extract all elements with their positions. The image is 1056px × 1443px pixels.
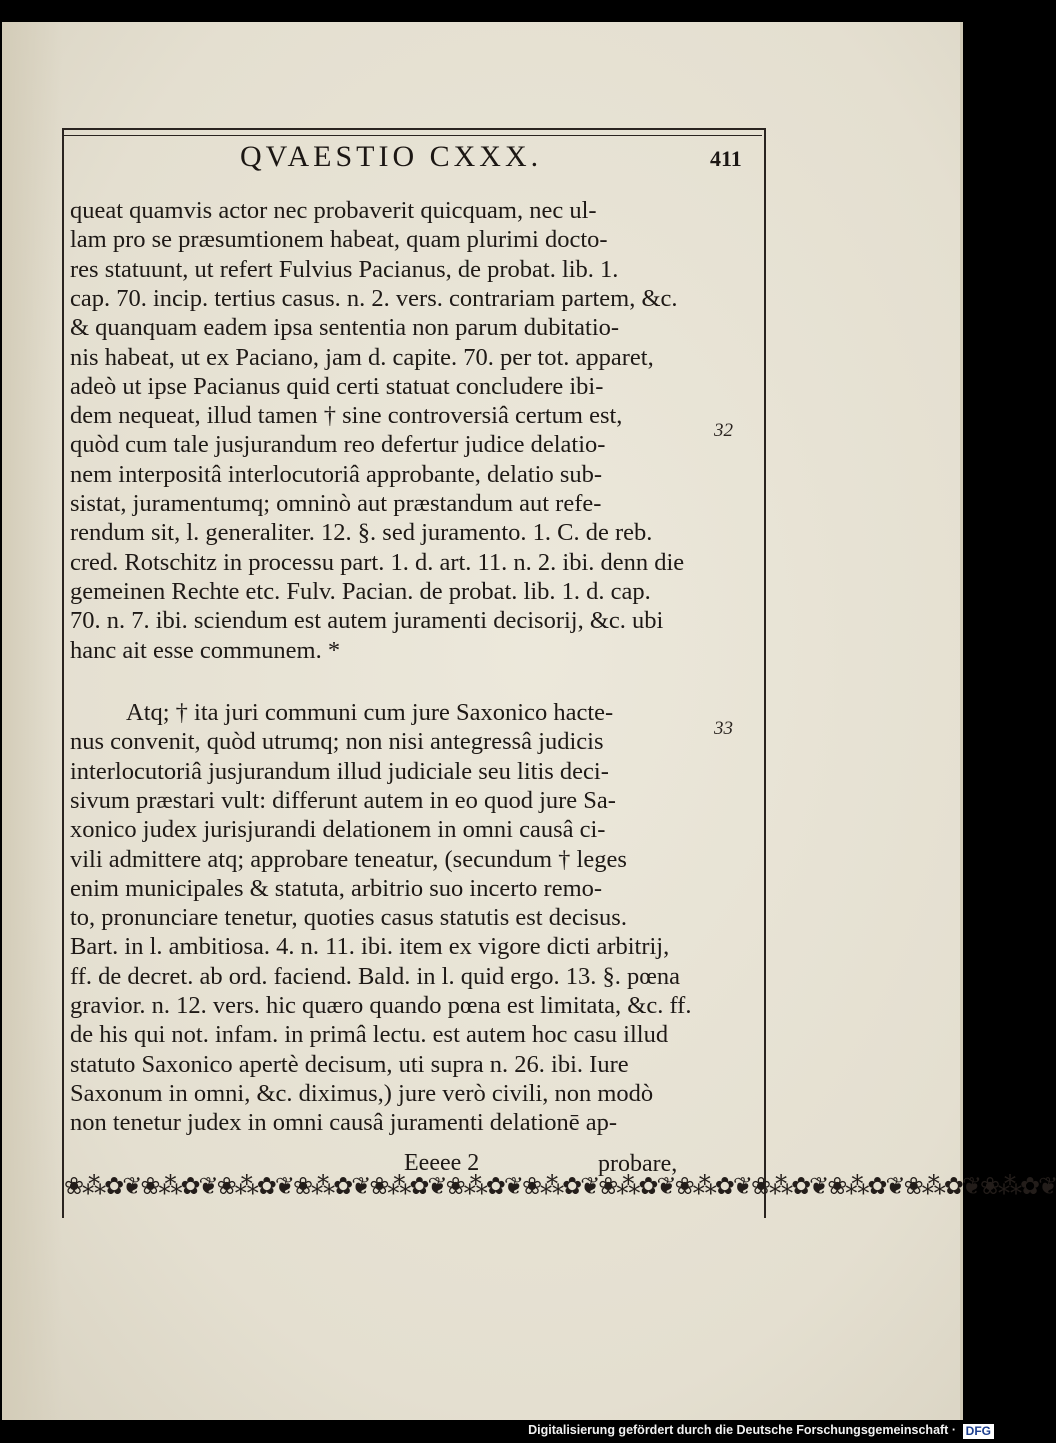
- text-line: ff. de decret. ab ord. faciend. Bald. in l. quid ergo. 13. §. pœna: [70, 962, 681, 990]
- text-line: sivum præstari vult: differunt autem in eo quod jure Sa-: [70, 786, 616, 814]
- margin-number-33: 33: [714, 718, 733, 739]
- text-line: gravior. n. 12. vers. hic quæro quando pœna est limitata, &c. ff.: [70, 992, 692, 1019]
- text-line: nem interpositâ interlocutoriâ approbante, delatio sub-: [70, 460, 603, 488]
- text-line: hanc ait esse communem. *: [70, 636, 341, 664]
- text-line: sistat, juramentumq; omninò aut præstandum aut refe-: [70, 490, 602, 517]
- text-line: queat quamvis actor nec probaverit quicquam, nec ul-: [70, 197, 597, 224]
- text-line: Atq; † ita juri communi cum jure Saxonico hacte-: [126, 699, 614, 726]
- header-rule: [62, 135, 762, 136]
- running-title: QVAESTIO CXXX.: [240, 140, 543, 173]
- text-line: non tenetur judex in omni causâ juramenti delationē ap-: [70, 1109, 617, 1137]
- text-line: adeò ut ipse Pacianus quid certi statuat concludere ibi-: [70, 372, 604, 400]
- text-line: to, pronunciare tenetur, quoties casus statutis est decisus.: [70, 904, 627, 932]
- binding-shadow: [2, 22, 62, 1420]
- text-line: Saxonum in omni, &c. diximus,) jure verò civili, non modò: [70, 1079, 654, 1107]
- text-line: quòd cum tale jusjurandum reo defertur judice delatio-: [70, 431, 606, 459]
- text-line: dem nequeat, illud tamen † sine controversiâ certum est,: [70, 402, 623, 430]
- text-line: enim municipales & statuta, arbitrio suo incerto remo-: [70, 874, 603, 902]
- text-line: Bart. in l. ambitiosa. 4. n. 11. ibi. item ex vigore dicti arbitrij,: [70, 933, 670, 961]
- text-line: cap. 70. incip. tertius casus. n. 2. vers. contrariam partem, &c.: [70, 284, 678, 312]
- text-line: cred. Rotschitz in processu part. 1. d. art. 11. n. 2. ibi. denn die: [70, 548, 685, 576]
- catchword: probare,: [598, 1151, 678, 1177]
- page-number: 411: [710, 146, 742, 171]
- signature-mark: Eeeee 2: [404, 1150, 480, 1176]
- text-line: xonico judex jurisjurandi delationem in omni causâ ci-: [70, 816, 606, 844]
- ornament-strip: ❀⁂✿❦❀⁂✿❦❀⁂✿❦❀⁂✿❦❀⁂✿❦❀⁂✿❦❀⁂✿❦❀⁂✿❦❀⁂✿❦❀⁂✿❦❀⁂✿❦❀⁂✿❦❀⁂✿❦: [64, 1174, 1056, 1200]
- text-line: de his qui not. infam. in primâ lectu. est autem hoc casu illud: [70, 1021, 669, 1049]
- dfg-logo: DFG: [963, 1424, 994, 1439]
- text-line: nus convenit, quòd utrumq; non nisi antegressâ judicis: [70, 728, 604, 756]
- text-line: nis habeat, ut ex Paciano, jam d. capite. 70. per tot. apparet,: [70, 343, 654, 371]
- text-line: lam pro se præsumtionem habeat, quam plurimi docto-: [70, 226, 608, 254]
- margin-number-32: 32: [714, 420, 733, 441]
- text-line: rendum sit, l. generaliter. 12. §. sed juramento. 1. C. de reb.: [70, 519, 653, 547]
- text-line: interlocutoriâ jusjurandum illud judiciale seu litis deci-: [70, 757, 609, 785]
- text-line: res statuunt, ut refert Fulvius Pacianus, de probat. lib. 1.: [70, 255, 619, 283]
- text-line: gemeinen Rechte etc. Fulv. Pacian. de probat. lib. 1. d. cap.: [70, 577, 651, 605]
- text-line: vili admittere atq; approbare teneatur, (secundum † leges: [70, 845, 627, 873]
- text-line: 70. n. 7. ibi. sciendum est autem juramenti decisorij, &c. ubi: [70, 607, 664, 635]
- text-line: statuto Saxonico apertè decisum, uti supra n. 26. ibi. Iure: [70, 1050, 629, 1078]
- funding-credit: Digitalisierung gefördert durch die Deutsche Forschungsgemeinschaft ·: [528, 1423, 956, 1437]
- text-line: & quanquam eadem ipsa sententia non parum dubitatio-: [70, 314, 620, 342]
